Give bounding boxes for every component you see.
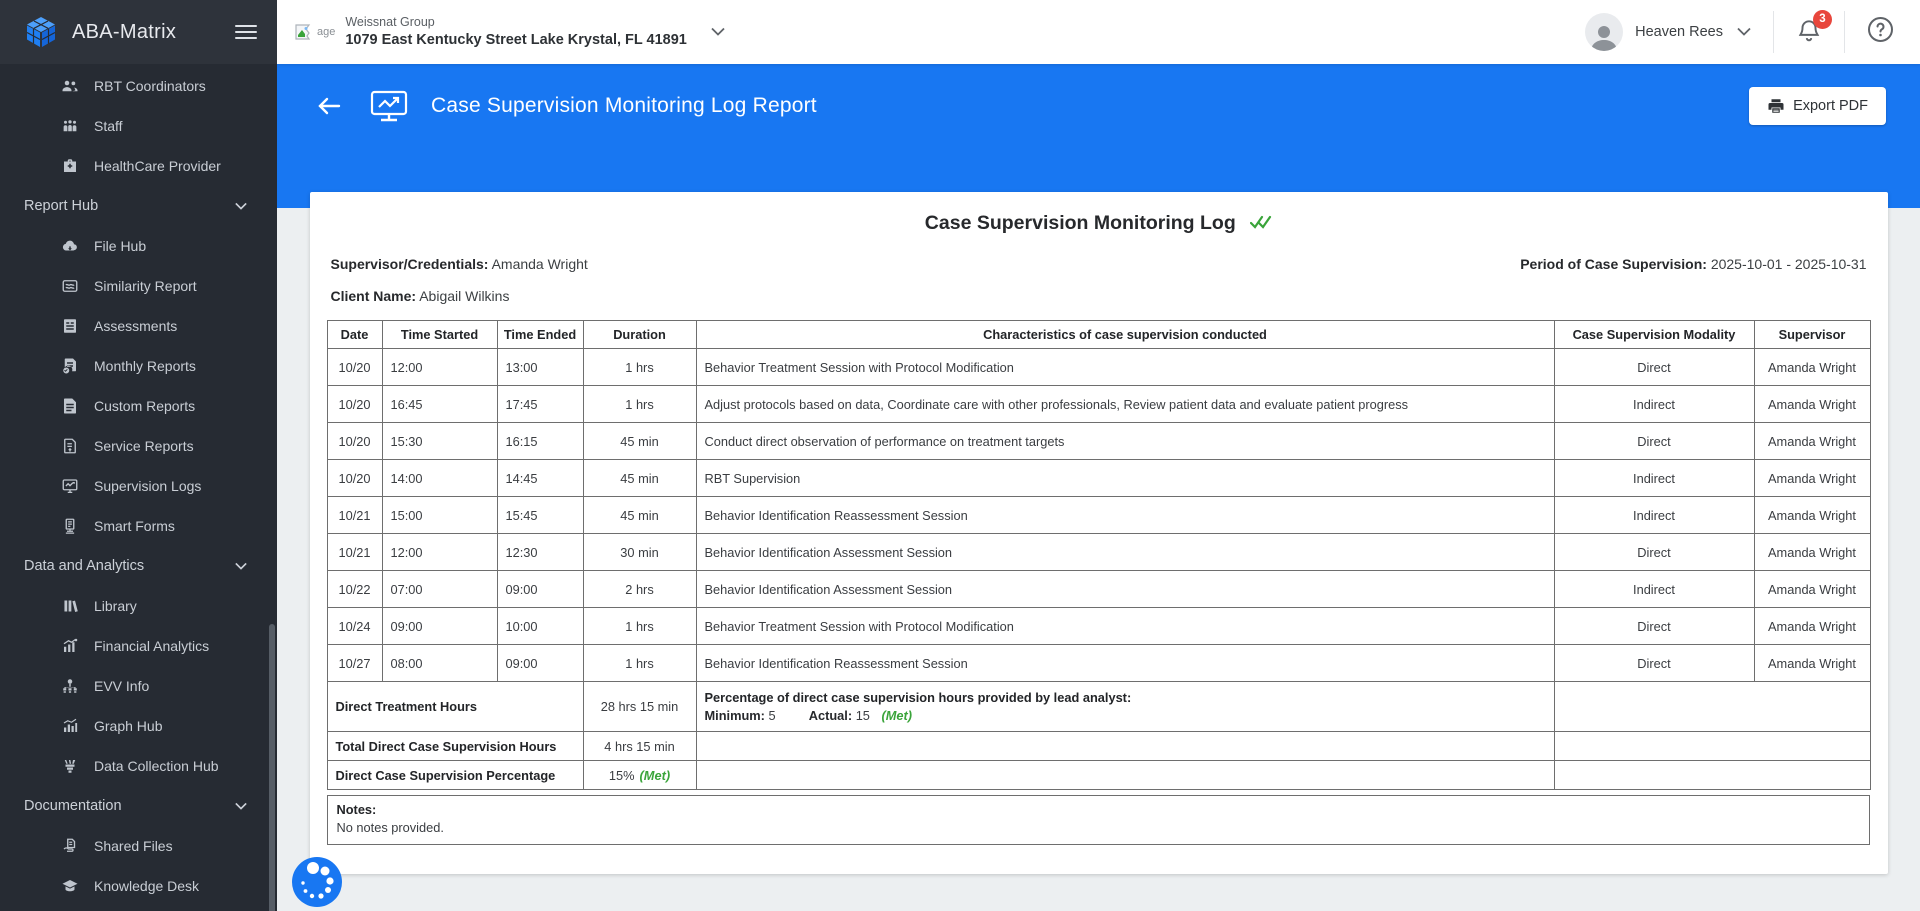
sidebar-item-evv-info[interactable]	[0, 666, 277, 706]
sidebar-nav	[0, 64, 277, 906]
monthly-report-icon	[60, 356, 80, 376]
sidebar-toggle-icon[interactable]	[235, 21, 257, 43]
sidebar-item-data-collection-hub[interactable]	[0, 746, 277, 786]
sidebar-item-staff[interactable]	[0, 106, 277, 146]
table-row: 10/21 15:00 15:45 45 min Behavior Identification Reassessment Session Indirect Amanda Wright	[327, 497, 1870, 534]
sidebar-item-healthcare-provider[interactable]	[0, 146, 277, 186]
assessment-card-icon	[60, 316, 80, 336]
section-label: Documentation	[24, 798, 122, 814]
broken-image-icon	[295, 24, 335, 40]
sidebar-item-label: File Hub	[94, 238, 147, 254]
table-row: 10/20 15:30 16:15 45 min Conduct direct observation of performance on treatment targets Direct Amanda Wright	[327, 423, 1870, 460]
pct-title: Percentage of direct case supervision hours provided by lead analyst:	[704, 690, 1132, 705]
sidebar-item-label: Knowledge Desk	[94, 878, 200, 894]
notes-text: No notes provided.	[336, 820, 444, 835]
avatar	[1585, 13, 1623, 51]
sidebar-section-data-analytics[interactable]	[0, 546, 277, 586]
network-icon	[60, 676, 80, 696]
user-menu[interactable]	[1585, 13, 1751, 51]
sidebar-item-label: Service Reports	[94, 438, 194, 454]
help-button[interactable]	[1867, 16, 1894, 48]
export-pdf-button[interactable]: Export PDF	[1749, 87, 1886, 125]
page-title: Case Supervision Monitoring Log Report	[431, 94, 817, 117]
sidebar-item-label: Monthly Reports	[94, 358, 196, 374]
double-check-icon	[1250, 215, 1272, 234]
sidebar-item-label: Data Collection Hub	[94, 758, 219, 774]
users-icon	[60, 76, 80, 96]
sidebar-item-label: EVV Info	[94, 678, 150, 694]
supervision-log-table	[327, 320, 1871, 790]
divider	[1844, 11, 1845, 53]
sidebar-scrollbar-thumb[interactable]	[269, 624, 275, 911]
sidebar-item-custom-reports[interactable]	[0, 386, 277, 426]
met-flag: (Met)	[639, 767, 671, 783]
table-header-row	[327, 321, 1870, 349]
staff-icon	[60, 116, 80, 136]
table-row: 10/22 07:00 09:00 2 hrs Behavior Identification Assessment Session Indirect Amanda Wright	[327, 571, 1870, 608]
chevron-down-icon[interactable]	[711, 23, 725, 41]
data-collection-icon	[60, 756, 80, 776]
section-label: Data and Analytics	[24, 558, 145, 574]
sidebar-item-label: Graph Hub	[94, 718, 163, 734]
sidebar-item-label: Supervision Logs	[94, 478, 202, 494]
period-field: Period of Case Supervision: 2025-10-01 - 2025-10-31	[1520, 256, 1867, 272]
chevron-down-icon	[235, 558, 247, 574]
client-value: Abigail Wilkins	[419, 288, 510, 304]
sidebar-item-monthly-reports[interactable]	[0, 346, 277, 386]
divider	[1773, 11, 1774, 53]
sidebar-item-supervision-logs[interactable]	[0, 466, 277, 506]
table-row: 10/24 09:00 10:00 1 hrs Behavior Treatment Session with Protocol Modification Direct Amanda Wright	[327, 608, 1870, 645]
table-row: 10/21 12:00 12:30 30 min Behavior Identification Assessment Session Direct Amanda Wright	[327, 534, 1870, 571]
sidebar-section-documentation[interactable]	[0, 786, 277, 826]
chevron-down-icon	[235, 198, 247, 214]
financial-chart-icon	[60, 636, 80, 656]
sidebar-item-label: Financial Analytics	[94, 638, 210, 654]
user-name: Heaven Rees	[1635, 24, 1723, 40]
supervisor-value: Amanda Wright	[491, 256, 588, 272]
similarity-icon	[60, 276, 80, 296]
accessibility-widget-button[interactable]	[291, 856, 343, 908]
graph-icon	[60, 716, 80, 736]
notes-label: Notes:	[336, 802, 377, 817]
printer-icon	[1767, 97, 1785, 115]
image-alt-text: age	[317, 26, 336, 38]
service-report-icon	[60, 436, 80, 456]
company-selector[interactable]	[295, 15, 725, 49]
table-row: 10/27 08:00 09:00 1 hrs Behavior Identification Reassessment Session Direct Amanda Wright	[327, 645, 1870, 682]
col-header-time-ended: Time Ended	[497, 321, 583, 349]
smart-form-icon	[60, 516, 80, 536]
table-row: 10/20 12:00 13:00 1 hrs Behavior Treatment Session with Protocol Modification Direct Amanda Wright	[327, 349, 1870, 386]
sidebar	[0, 0, 277, 911]
sidebar-item-shared-files[interactable]	[0, 826, 277, 866]
sidebar-item-file-hub[interactable]	[0, 226, 277, 266]
monitor-chart-icon	[60, 476, 80, 496]
library-icon	[60, 596, 80, 616]
sidebar-item-rbt-coordinators[interactable]	[0, 66, 277, 106]
sidebar-item-label: Shared Files	[94, 838, 173, 854]
col-header-modality: Case Supervision Modality	[1554, 321, 1754, 349]
graduation-cap-icon	[60, 876, 80, 896]
sidebar-item-similarity-report[interactable]	[0, 266, 277, 306]
report-card	[310, 192, 1888, 874]
sidebar-item-library[interactable]	[0, 586, 277, 626]
summary-row-direct-treatment: Direct Treatment Hours 28 hrs 15 min Percentage of direct case supervision hours provided by lead analyst: Minimum: 5 Actual: 15 (Met)	[327, 682, 1870, 732]
sidebar-item-label: RBT Coordinators	[94, 78, 206, 94]
sidebar-item-label: Library	[94, 598, 137, 614]
sidebar-item-label: Staff	[94, 118, 123, 134]
sidebar-item-service-reports[interactable]	[0, 426, 277, 466]
pct-detail: Minimum: 5 Actual: 15 (Met)	[704, 708, 913, 723]
sidebar-section-report-hub[interactable]	[0, 186, 277, 226]
sidebar-item-label: Smart Forms	[94, 518, 175, 534]
cloud-download-icon	[60, 236, 80, 256]
table-row: 10/20 14:00 14:45 45 min RBT Supervision Indirect Amanda Wright	[327, 460, 1870, 497]
back-button[interactable]	[317, 96, 341, 116]
sidebar-header	[0, 0, 277, 64]
col-header-duration: Duration	[583, 321, 696, 349]
period-value: 2025-10-01 - 2025-10-31	[1710, 256, 1867, 272]
sidebar-scrollbar[interactable]	[269, 64, 276, 911]
sidebar-item-label: HealthCare Provider	[94, 158, 221, 174]
monitor-chart-icon	[369, 89, 409, 123]
company-address: 1079 East Kentucky Street Lake Krystal, FL 41891	[345, 31, 687, 48]
aba-matrix-logo-icon	[24, 15, 58, 49]
section-label: Report Hub	[24, 198, 99, 214]
summary-row-total-direct: Total Direct Case Supervision Hours 4 hrs 15 min	[327, 732, 1870, 761]
sidebar-item-graph-hub[interactable]	[0, 706, 277, 746]
company-name: Weissnat Group	[345, 15, 435, 30]
supervisor-field: Supervisor/Credentials: Amanda Wright	[330, 256, 588, 272]
sidebar-item-label: Custom Reports	[94, 398, 196, 414]
notifications-button[interactable]	[1796, 13, 1826, 48]
met-flag: (Met)	[881, 708, 913, 723]
sidebar-item-label: Similarity Report	[94, 278, 197, 294]
sidebar-item-label: Assessments	[94, 318, 178, 334]
client-field: Client Name: Abigail Wilkins	[330, 288, 510, 304]
notes-section	[327, 795, 1870, 845]
report-title: Case Supervision Monitoring Log	[924, 212, 1236, 234]
company-info	[345, 15, 686, 49]
chevron-down-icon	[235, 798, 247, 814]
medical-bag-icon	[60, 156, 80, 176]
sidebar-item-smart-forms[interactable]	[0, 506, 277, 546]
col-header-supervisor: Supervisor	[1754, 321, 1870, 349]
summary-row-percentage: Direct Case Supervision Percentage 15% (Met)	[327, 761, 1870, 790]
shared-files-icon	[60, 836, 80, 856]
main-area	[277, 0, 1920, 911]
col-header-characteristics: Characteristics of case supervision conducted	[696, 321, 1554, 349]
notification-badge: 3	[1813, 10, 1832, 29]
sidebar-item-financial-analytics[interactable]	[0, 626, 277, 666]
col-header-date: Date	[327, 321, 382, 349]
topbar	[277, 0, 1920, 64]
chevron-down-icon	[1737, 23, 1751, 41]
table-row: 10/20 16:45 17:45 1 hrs Adjust protocols based on data, Coordinate care with other professionals, Review patient data and evaluate patient progress Indirect Amanda Wright	[327, 386, 1870, 423]
page-header	[277, 64, 1920, 148]
app-title: ABA-Matrix	[72, 20, 177, 43]
content-area	[277, 148, 1920, 911]
sidebar-item-knowledge-desk[interactable]	[0, 866, 277, 906]
col-header-time-started: Time Started	[382, 321, 497, 349]
custom-report-icon	[60, 396, 80, 416]
sidebar-item-assessments[interactable]	[0, 306, 277, 346]
